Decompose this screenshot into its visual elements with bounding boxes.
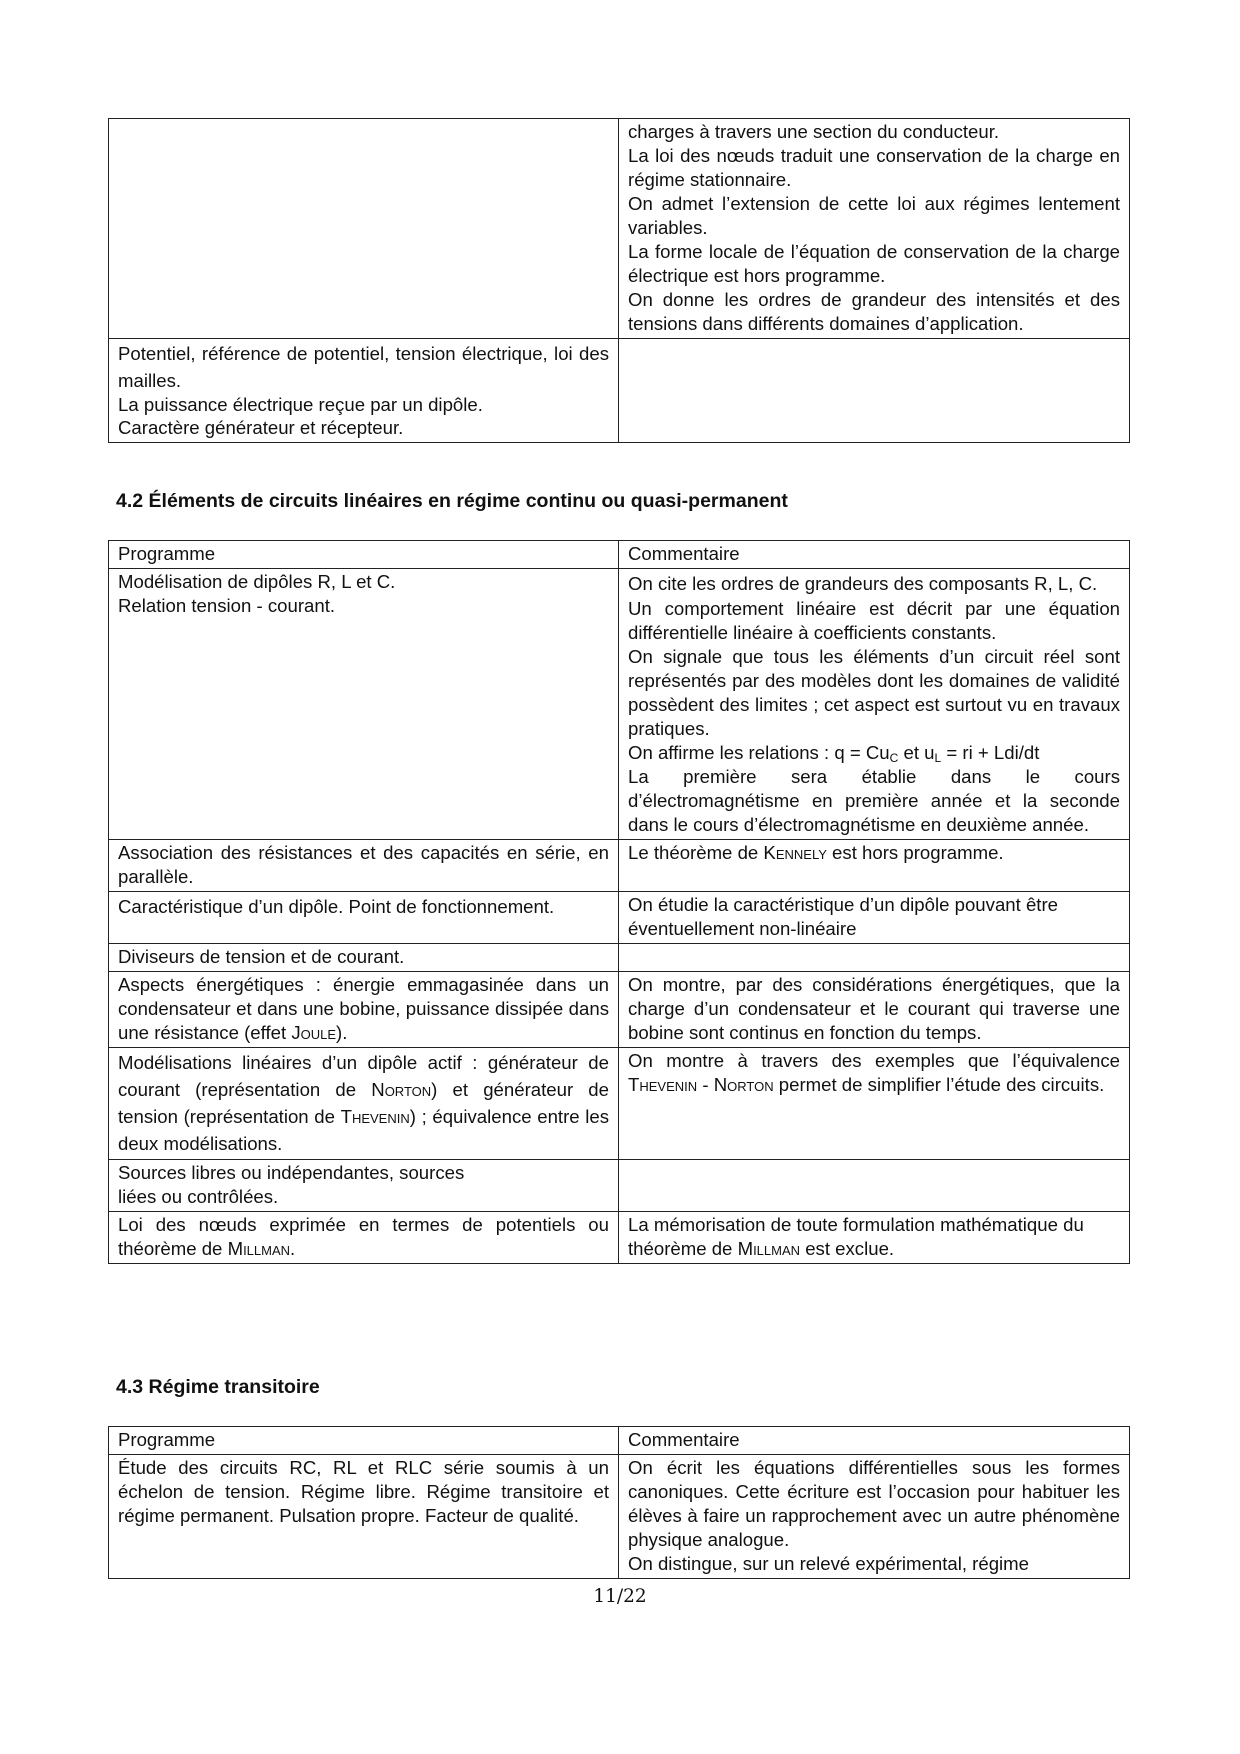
table-row [109,840,1130,892]
commentaire-cell-empty [619,339,1130,443]
table-row [109,1212,1130,1264]
table-continued [108,118,1130,443]
comment-line: charges à travers une section du conducteur. [628,121,1000,142]
table-row [109,569,1130,840]
programme-cell: Association des résistances et des capacités en série, en parallèle. [109,840,619,892]
comment-paragraph: On cite les ordres de grandeurs des composants R, L, C. [628,573,1098,594]
comment-line: La forme locale de l’équation de conservation de la charge électrique est hors programme. [628,241,1120,286]
programme-cell [109,972,619,1048]
formula-subscript: C [889,751,899,765]
programme-text: ). [336,1022,348,1043]
table-header-row [109,541,1130,569]
programme-cell [109,1048,619,1160]
comment-line: On admet l’extension de cette loi aux régimes lentement variables. [628,193,1120,238]
formula-subscript: L [934,751,942,765]
comment-text: On montre à travers des exemples que l’équivalence [628,1050,1120,1071]
commentaire-cell [619,1212,1130,1264]
table-row [109,1160,1130,1212]
commentaire-cell [619,1048,1130,1160]
comment-paragraph: On écrit les équations différentielles sous les formes canoniques. Cette écriture est l’occasion pour habituer les élèves à faire un rapprochement avec un autre phénomène physique analogue. [628,1457,1120,1550]
page-number: 11/22 [593,1586,647,1607]
comment-text: - [697,1074,714,1095]
programme-text: ) ; équivalence entre les deux modélisations. [118,1106,610,1154]
table-row [109,1048,1130,1160]
table-row [109,944,1130,972]
person-name: Norton [713,1074,774,1095]
programme-cell [109,1212,619,1264]
programme-cell [109,1160,619,1212]
header-programme: Programme [109,541,619,569]
table-row [109,892,1130,944]
comment-text: Le théorème de [628,842,764,863]
commentaire-cell [619,1455,1130,1579]
commentaire-cell-empty [619,1160,1130,1212]
table-4-2 [108,540,1130,1264]
programme-line: Modélisation de dipôles R, L et C. [118,571,396,592]
programme-text: Modélisations linéaires d’un dipôle actif : générateur de courant (représentation de [118,1052,609,1100]
programme-line: Relation tension - courant. [118,595,336,616]
programme-cell: Étude des circuits RC, RL et RLC série soumis à un échelon de tension. Régime libre. Régime transitoire et régime permanent. Pulsation propre. Facteur de qualité. [109,1455,619,1579]
section-title-4-3: 4.3 Régime transitoire [116,1376,320,1398]
comment-text: La mémorisation de toute formulation mathématique du théorème de [628,1214,1084,1259]
comment-text: est hors programme. [826,842,1004,863]
commentaire-cell [619,569,1130,840]
programme-cell [109,339,619,443]
comment-paragraph: Un comportement linéaire est décrit par une équation différentielle linéaire à coefficients constants. [628,598,1120,643]
person-name: Joule [291,1022,337,1043]
comment-text: est exclue. [800,1238,895,1259]
formula-text: et u [898,742,935,763]
formula-line [628,741,1120,765]
comment-paragraph: On distingue, sur un relevé expérimental, régime [628,1553,1030,1574]
commentaire-cell [619,840,1130,892]
programme-line: Caractère générateur et récepteur. [118,417,404,438]
programme-line: Sources libres ou indépendantes, sources [118,1162,465,1183]
comment-line: La loi des nœuds traduit une conservation de la charge en régime stationnaire. [628,145,1120,190]
comment-paragraph: La première sera établie dans le cours d’électromagnétisme en première année et la seconde dans le cours d’électromagnétisme en deuxième année. [628,766,1120,835]
person-name: Thevenin [340,1106,410,1127]
person-name: Millman [737,1238,801,1259]
commentaire-cell: On étudie la caractéristique d’un dipôle pouvant être éventuellement non-linéaire [619,892,1130,944]
comment-paragraph: On signale que tous les éléments d’un circuit réel sont représentés par des modèles dont les domaines de validité possèdent des limites ; cet aspect est surtout vu en travaux pratiques. [628,646,1120,739]
table-header-row [109,1427,1130,1455]
section-title-4-2: 4.2 Éléments de circuits linéaires en régime continu ou quasi-permanent [116,490,788,512]
commentaire-cell: On montre, par des considérations énergétiques, que la charge d’un condensateur et le courant qui traverse une bobine sont continus en fonction du temps. [619,972,1130,1048]
person-name: Norton [371,1079,432,1100]
programme-cell: Caractéristique d’un dipôle. Point de fonctionnement. [109,892,619,944]
commentaire-cell [619,119,1130,339]
formula-text: = ri + Ldi/dt [941,742,1040,763]
programme-line: liées ou contrôlées. [118,1186,279,1207]
programme-text: Loi des nœuds exprimée en termes de potentiels ou théorème de [118,1214,609,1259]
header-commentaire: Commentaire [619,1427,1130,1455]
commentaire-cell-empty [619,944,1130,972]
programme-line: La puissance électrique reçue par un dipôle. [118,394,483,415]
programme-text: ) et générateur de tension (représentation de [118,1079,609,1127]
programme-line: Potentiel, référence de potentiel, tension électrique, loi des mailles. [118,343,609,391]
header-programme: Programme [109,1427,619,1455]
programme-cell [109,569,619,840]
programme-cell: Diviseurs de tension et de courant. [109,944,619,972]
person-name: Millman [227,1238,291,1259]
header-commentaire: Commentaire [619,541,1130,569]
programme-text: . [290,1238,296,1259]
person-name: Kennely [763,842,827,863]
programme-text: Aspects énergétiques : énergie emmagasinée dans un condensateur et dans une bobine, puissance dissipée dans une résistance (effet [118,974,609,1043]
table-row [109,972,1130,1048]
table-row [109,339,1130,443]
comment-text: permet de simplifier l’étude des circuits. [773,1074,1105,1095]
table-4-3 [108,1426,1130,1579]
table-row [109,1455,1130,1579]
formula-text: On affirme les relations : q = Cu [628,742,890,763]
table-row [109,119,1130,339]
programme-cell-empty [109,119,619,339]
comment-line: On donne les ordres de grandeur des intensités et des tensions dans différents domaines d’application. [628,289,1120,334]
person-name: Thevenin [628,1074,698,1095]
